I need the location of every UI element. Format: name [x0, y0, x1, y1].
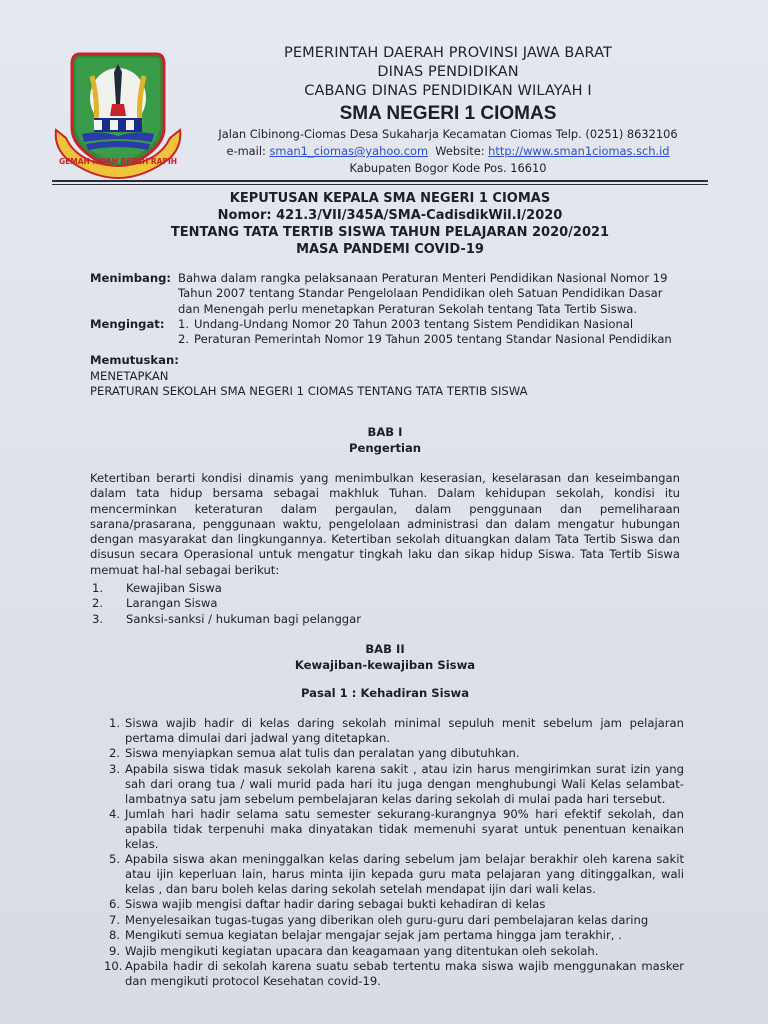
rule-text: Jumlah hari hadir selama satu semester sekurang-kurangnya 90% hari efektif sekolah, dan apabila tidak terpenuhi maka dinyatakan tidak memenuhi syarat untuk penentuan kenaikan kelas. [125, 806, 684, 851]
bab1-item-text: Kewajiban Siswa [126, 581, 222, 595]
menimbang-text: Bahwa dalam rangka pelaksanaan Peraturan Menteri Pendidikan Nasional Nomor 19 Tahun 2007 tentang Standar Pengelolaan Pendidikan oleh Satuan Pendidikan Dasar dan Menengah perlu menetapkan Peraturan Sekolah tentang Tata Tertib Siswa. [178, 271, 668, 316]
bab2-number: BAB II [365, 642, 405, 656]
email-link[interactable]: sman1_ciomas@yahoo.com [269, 144, 429, 158]
rule-text: Menyelesaikan tugas-tugas yang diberikan oleh guru-guru dari pembelajaran kelas daring [125, 912, 649, 927]
bab1-item-text: Sanksi-sanksi / hukuman bagi pelanggar [126, 611, 362, 626]
logo-motto: GEMAH RIPAH REPEH RAPIH [58, 157, 178, 166]
bab1-title: Pengertian [348, 440, 422, 455]
list-item: 8. Mengikuti semua kegiatan belajar mengajar sejak jam pertama hingga jam terakhir, . [104, 928, 684, 943]
mengingat-label: Mengingat: [90, 316, 165, 331]
list-item: 2. Peraturan Pemerintah Nomor 19 Tahun 2005 tentang Standar Nasional Pendidikan [178, 332, 672, 347]
website-label: Website: [428, 144, 489, 158]
bab1-list [90, 581, 680, 627]
list-item: 2. Larangan Siswa [92, 596, 218, 611]
government-name: PEMERINTAH DAERAH PROVINSI JAWA BARAT [284, 45, 612, 61]
rule-text: Apabila siswa akan meninggalkan kelas daring sebelum jam belajar berakhir oleh karena sakit atau ijin keperluan lain, harus minta ijin kepada guru mata pelajaran yang ditinggalkan, wali kelas , dan baru boleh kelas daring sekolah setelah mendapat ijin dari wali kelas. [125, 852, 684, 896]
list-item: 2. Siswa menyiapkan semua alat tulis dan peralatan yang dibutuhkan. [104, 746, 684, 761]
decree-title [90, 190, 690, 258]
list-item: 5. Apabila siswa akan meninggalkan kelas daring sebelum jam belajar berakhir oleh karena sakit atau ijin keperluan lain, harus minta ijin kepada guru mata pelajaran yang ditinggalkan, wali kelas , dan baru boleh kelas daring sekolah setelah mendapat ijin dari wali kelas. [108, 852, 684, 896]
contact-line [188, 143, 708, 160]
rule-text: Wajib mengikuti kegiatan upacara dan keagamaan yang ditentukan oleh sekolah. [125, 943, 599, 958]
mengingat-list [178, 317, 680, 348]
bab1-paragraph: Ketertiban berarti kondisi dinamis yang menimbulkan keserasian, keselarasan dan keseimbangan dalam tata hidup bersama sebagai makhluk Tuhan. Dalam kehidupan sekolah, kondisi itu mencerminkan keteraturan dalam pergaulan, dalam penggunaan dan pemeliharaan sarana/prasarana, penggunaan waktu, pengelolaan administrasi dan dalam mengatur hubungan dengan masyarakat dan lingkungannya. Ketertiban sekolah dituangkan dalam Tata Tertib Siswa dan disusun secara Operasional untuk mengatur tingkah laku dan sikap hidup Siswa. Tata Tertib Siswa memuat hal-hal sebagai berikut: [90, 471, 680, 577]
bab1-heading [90, 425, 680, 456]
rule-text: Apabila hadir di sekolah karena suatu sebab tertentu maka siswa wajib menggunakan masker dan mengikuti protocol Kesehatan covid-19. [125, 959, 684, 988]
list-item: 6. Siswa wajib mengisi daftar hadir daring sebagai bukti kehadiran di kelas [104, 897, 684, 912]
school-name: SMA NEGERI 1 CIOMAS [339, 103, 557, 124]
header-divider-thin [52, 184, 708, 185]
bab2-title: Kewajiban-kewajiban Siswa [294, 657, 476, 672]
branch-name: CABANG DINAS PENDIDIKAN WILAYAH I [304, 83, 592, 99]
mengingat-item-text: Peraturan Pemerintah Nomor 19 Tahun 2005 tentang Standar Nasional Pendidikan [194, 332, 672, 347]
menimbang-section [90, 271, 680, 317]
list-item: 4. Jumlah hari hadir selama satu semester sekurang-kurangnya 90% hari efektif sekolah, dan apabila tidak terpenuhi maka dinyatakan tidak memenuhi syarat untuk penentuan kenaikan kelas. [108, 806, 684, 851]
memutuskan-label: Memutuskan: [90, 353, 179, 368]
west-java-emblem-logo [52, 46, 184, 180]
attendance-rules-list [104, 716, 684, 989]
pasal1-heading: Pasal 1 : Kehadiran Siswa [300, 686, 470, 700]
list-item: 1. Kewajiban Siswa [92, 581, 222, 595]
list-item: 3. Apabila siswa tidak masuk sekolah karena sakit , atau izin harus mengirimkan surat izin yang sah dari orang tua / wali murid pada hari itu juga dengan menghubungi Wali Kelas selambat-lambatnya satu jam sebelum pembelajaran kelas daring sekolah di mulai pada hari tersebut. [108, 761, 684, 806]
decree-title-line: KEPUTUSAN KEPALA SMA NEGERI 1 CIOMAS [229, 191, 551, 206]
region-postcode: Kabupaten Bogor Kode Pos. 16610 [349, 161, 547, 175]
decree-number: Nomor: 421.3/VII/345A/SMA-CadisdikWil.I/2020 [217, 208, 563, 223]
school-address: Jalan Cibinong-Ciomas Desa Sukaharja Kecamatan Ciomas Telp. (0251) 8632106 [218, 127, 678, 141]
list-item: 1. Siswa wajib hadir di kelas daring sekolah minimal sepuluh menit sebelum jam pelajaran pertama dimulai dari jadwal yang ditetapkan. [108, 716, 684, 745]
bab1-number: BAB I [367, 425, 403, 439]
rule-text: Siswa wajib mengisi daftar hadir daring sebagai bukti kehadiran di kelas [125, 897, 546, 912]
decree-subject: TENTANG TATA TERTIB SISWA TAHUN PELAJARAN 2020/2021 [170, 225, 610, 240]
rule-text: Siswa menyiapkan semua alat tulis dan peralatan yang dibutuhkan. [125, 746, 520, 761]
bab1-item-text: Larangan Siswa [126, 596, 218, 611]
header-divider-thick [52, 180, 708, 182]
website-link[interactable]: http://www.sman1ciomas.sch.id [488, 144, 670, 158]
list-item: 1. Undang-Undang Nomor 20 Tahun 2003 tentang Sistem Pendidikan Nasional [178, 316, 634, 331]
bab2-heading [90, 642, 680, 673]
rule-text: Apabila siswa tidak masuk sekolah karena sakit , atau izin harus mengirimkan surat izin yang sah dari orang tua / wali murid pada hari itu juga dengan menghubungi Wali Kelas selambat-lambatnya satu jam sebelum pembelajaran kelas daring sekolah di mulai pada hari tersebut. [125, 761, 684, 806]
agency-name: DINAS PENDIDIKAN [377, 64, 519, 80]
list-item: 10. Apabila hadir di sekolah karena suatu sebab tertentu maka siswa wajib menggunakan masker dan mengikuti protocol Kesehatan covid-19. [104, 959, 684, 988]
mengingat-section [90, 317, 680, 348]
decree-period: MASA PANDEMI COVID-19 [296, 242, 484, 257]
regulation-title: PERATURAN SEKOLAH SMA NEGERI 1 CIOMAS TENTANG TATA TERTIB SISWA [90, 384, 528, 399]
letterhead [188, 44, 708, 177]
email-label: e-mail: [226, 144, 270, 158]
list-item: 7. Menyelesaikan tugas-tugas yang diberikan oleh guru-guru dari pembelajaran kelas daring [104, 913, 684, 928]
menetapkan-text: MENETAPKAN [90, 368, 169, 383]
list-item: 9. Wajib mengikuti kegiatan upacara dan keagamaan yang ditentukan oleh sekolah. [104, 944, 684, 959]
rule-text: Siswa wajib hadir di kelas daring sekolah minimal sepuluh menit sebelum jam pelajaran pertama dimulai dari jadwal yang ditetapkan. [125, 716, 684, 745]
rule-text: Mengikuti semua kegiatan belajar mengajar sejak jam pertama hingga jam terakhir, . [125, 928, 622, 943]
menimbang-label: Menimbang: [90, 271, 172, 285]
list-item: 3. Sanksi-sanksi / hukuman bagi pelanggar [92, 611, 362, 626]
mengingat-item-text: Undang-Undang Nomor 20 Tahun 2003 tentang Sistem Pendidikan Nasional [194, 316, 634, 331]
decree-preamble [90, 271, 680, 399]
